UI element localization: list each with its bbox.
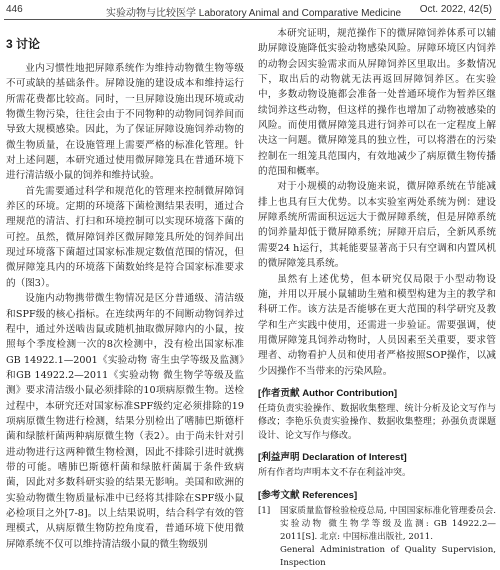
reference-item [258,505,496,570]
page-number: 446 [6,4,23,15]
paragraph: 业内习惯性地把屏障系统作为维持动物微生物等级不可或缺的基础条件。屏障设施的建设成本和维持运行所需花费都比较高。同时，一旦屏障设施出现环境或动物微生物污染，往往会由于不同物种的动物同饲养间而导致大规模感染。因此，为了保证屏障设施饲养动物的微生物质量，在设施管理上需要严格的标准化管理。针对上述问题，本研究通过使用微屏障笼具在普通环境下进行清洁级小鼠的饲养和维持试验。 [6,63,244,182]
contribution-text: 任琦负责实验操作、数据收集整理、统计分析及论文写作与修改；李艳乐负责实验操作、数据收集整理；孙强负责课题设计、论文写作与修改。 [258,403,496,441]
issue-date: Oct. 2022, 42(5) [419,4,492,15]
interest-title: [利益声明 Declaration of Interest] [258,452,407,464]
paragraph: 对于小规模的动物设施来说，微屏障系统在节能减排上也具有巨大优势。以本实验室两处系统为例：建设屏障系统所需面积远远大于微屏障系统，但是屏障系统的饲养量却低于微屏障系统；屏障开启后，全新风系统需要24 h运行，其耗能要显著高于只有空调和内置风机的微屏障笼具系统。 [258,181,496,270]
reference-text [280,505,496,570]
paragraph: 本研究证明，规范操作下的微屏障饲养体系可以辅助屏障设施降低实验动物感染风险。屏障环境区内饲养的动物会因实验需求而从屏障饲养区里取出。多数情况下，取出后的动物就无法再返回屏障饲养区。在实验中，多数动物设施都会准备一处普通环境作为暂养区继续饲养这些动物，但这样的操作也增加了动物被感染的风险。而使用微屏障笼具进行饲养可以在一定程度上解决这一问题。微屏障笼具的独立性，可以将潜在的污染控制在一组笼具范围内，有效地减少了病原微生物传播的范围和概率。 [258,28,496,178]
references-title: [参考文献 References] [258,489,358,501]
left-column [6,26,244,552]
journal-title: 实验动物与比较医学 Laboratory Animal and Comparative Medicine [106,8,402,19]
page-header [0,0,500,20]
interest-text: 所有作者均声明本文不存在利益冲突。 [258,468,412,479]
reference-text-cn: 国家质量监督检验检疫总局, 中国国家标准化管理委员会. 实验动物 微生物学等级及监测: GB 14922.2—2011[S]. 北京: 中国标准出版社, 2011. [280,505,496,542]
paragraph: 首先需要通过科学和规范化的管理来控制微屏障饲养区的环境。定期的环境落下菌检测结果表明，通过合理规范的清洁、打扫和环境控制可以实现环境落下菌的可控。虽然，微屏障饲养区微屏障笼具所处的饲养间出现过环境落下菌超过国家标准规定数值范围的情况，但微屏障笼具内的环境落下菌数始终是符合国家标准要求的（图3）。 [6,185,244,289]
reference-text-en: General Administration of Quality Supervision, Inspection [280,544,496,568]
section-title: 3 讨论 [6,37,41,51]
paragraph: 虽然有上述优势，但本研究仅局限于小型动物设施，并用以开展小鼠辅助生殖和模型构建为主的教学和科研工作。该方法是否能够在更大范围的科学研究及教学和生产实践中使用，还需进一步验证。需要强调，使用微屏障笼具饲养动物时，人员因素至关重要，要求管理者、动物看护人员和使用者严格按照SOP操作，以减少因操作不当带来的污染风险。 [258,273,496,377]
right-column [258,26,496,570]
paragraph: 设施内动物携带微生物情况是区分普通级、清洁级和SPF级的核心指标。在连续两年的不间断动物饲养过程中，通过外送啮齿鼠或随机抽取微屏障内的小鼠，按照每个季度检测一次的8次检测中，没有检出国家标准GB 14922.1—2001《实验动物 寄生虫学等级及监测》和GB 14922.2—2011《实验动物 微生物学等级及监测》要求清洁级小鼠必须排除的10项病原微生物。送检过程中，本研究还对国家标准SPF级约定必须排除的19项病原微生物进行检测，结果分别检出了嗜肺巴斯德杆菌和绿脓杆菌两种病原微生物（表2）。由于尚未针对引进动物进行这两种微生物检测，因此不排除引进时就携带的可能。嗜肺巴斯德杆菌和绿脓杆菌属于条件致病菌，因此对多数科研实验的结果无影响。美国和欧洲的实验动物微生物质量标准中已经将其排除在SPF级小鼠必检项目之外[7-8]。以上结果说明，结合科学有效的管理模式，从病原微生物防控角度看，普通环境下使用微屏障系统不仅可以维持清洁级小鼠的微生物级别 [6,293,244,550]
header-rule [4,19,496,20]
reference-number: [1] [258,505,271,516]
contribution-title: [作者贡献 Author Contribution] [258,387,398,399]
